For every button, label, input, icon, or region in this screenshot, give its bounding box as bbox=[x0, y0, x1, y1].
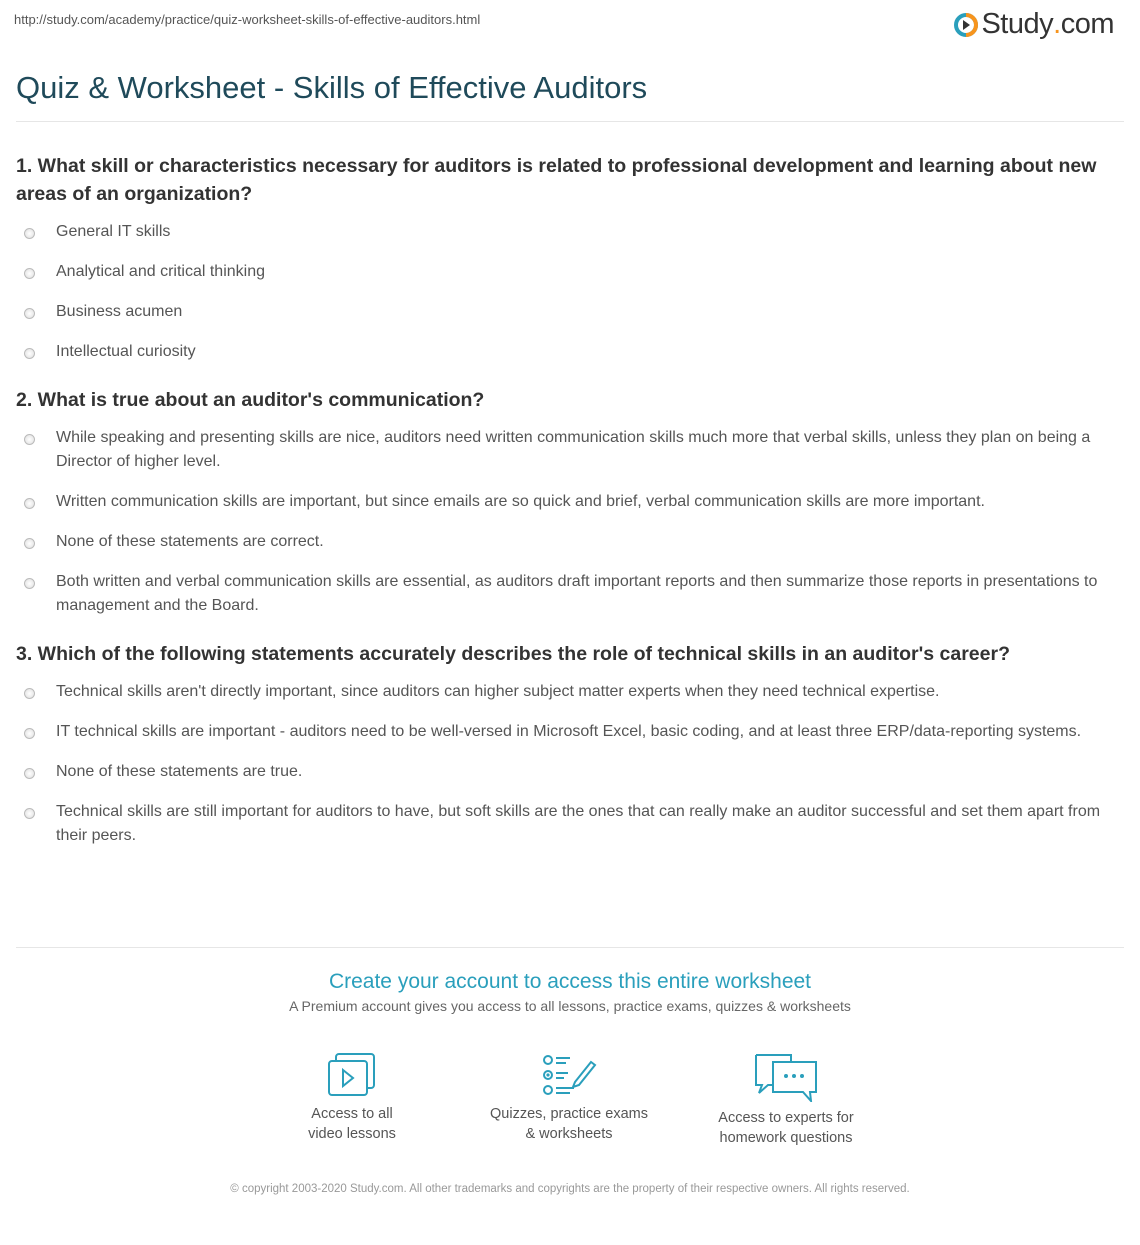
feature-label: Access to all bbox=[311, 1106, 393, 1122]
answer-option[interactable] bbox=[16, 340, 1126, 364]
radio-button[interactable] bbox=[24, 808, 35, 819]
page-url: http://study.com/academy/practice/quiz-worksheet-skills-of-effective-auditors.html bbox=[14, 12, 481, 27]
radio-button[interactable] bbox=[24, 308, 35, 319]
play-logo-icon bbox=[954, 13, 978, 37]
answer-option[interactable] bbox=[16, 760, 1126, 784]
answer-label: IT technical skills are important - auditors need to be well-versed in Microsoft Excel, basic coding, and at least three ERP/data-reporting systems. bbox=[56, 723, 1082, 740]
quiz-questions bbox=[16, 152, 1126, 870]
radio-button[interactable] bbox=[24, 538, 35, 549]
answer-label: Intellectual curiosity bbox=[56, 343, 196, 360]
logo-dot: . bbox=[1053, 8, 1061, 40]
feature-label: & worksheets bbox=[525, 1126, 613, 1142]
logo-com: com bbox=[1060, 8, 1114, 40]
divider bbox=[16, 947, 1124, 948]
answer-option[interactable] bbox=[16, 800, 1126, 848]
answer-label: General IT skills bbox=[56, 223, 171, 240]
radio-button[interactable] bbox=[24, 348, 35, 359]
answer-option[interactable] bbox=[16, 426, 1126, 474]
answer-option[interactable] bbox=[16, 260, 1126, 284]
create-account-link[interactable]: Create your account to access this entire worksheet bbox=[328, 970, 812, 993]
answer-label: None of these statements are true. bbox=[56, 763, 303, 780]
radio-button[interactable] bbox=[24, 578, 35, 589]
video-lessons-icon bbox=[326, 1052, 378, 1098]
radio-button[interactable] bbox=[24, 688, 35, 699]
answer-options bbox=[16, 426, 1126, 618]
radio-button[interactable] bbox=[24, 268, 35, 279]
feature-label: video lessons bbox=[308, 1126, 396, 1142]
answer-option[interactable] bbox=[16, 680, 1126, 704]
answer-label: While speaking and presenting skills are nice, auditors need written communication skills much more that verbal skills, unless they plan on being a Director of higher level. bbox=[56, 429, 1091, 470]
answer-option[interactable] bbox=[16, 720, 1126, 744]
answer-option[interactable] bbox=[16, 220, 1126, 244]
question-text: 3. Which of the following statements accurately describes the role of technical skills in an auditor's career? bbox=[16, 643, 1010, 665]
radio-button[interactable] bbox=[24, 728, 35, 739]
radio-button[interactable] bbox=[24, 498, 35, 509]
radio-button[interactable] bbox=[24, 228, 35, 239]
answer-label: Analytical and critical thinking bbox=[56, 263, 265, 280]
answer-label: None of these statements are correct. bbox=[56, 533, 324, 550]
answer-option[interactable] bbox=[16, 490, 1126, 514]
answer-options bbox=[16, 220, 1126, 364]
answer-option[interactable] bbox=[16, 300, 1126, 324]
cta-section bbox=[0, 970, 1140, 1014]
answer-label: Written communication skills are important, but since emails are so quick and brief, verbal communication skills are more important. bbox=[56, 493, 985, 510]
question-text: 1. What skill or characteristics necessary for auditors is related to professional development and learning about new areas of an organization? bbox=[16, 155, 1097, 205]
answer-option[interactable] bbox=[16, 570, 1126, 618]
page-title: Quiz & Worksheet - Skills of Effective Auditors bbox=[16, 70, 648, 105]
study-logo[interactable] bbox=[954, 8, 1114, 41]
answer-options bbox=[16, 680, 1126, 848]
answer-label: Business acumen bbox=[56, 303, 183, 320]
feature-label: Access to experts for bbox=[718, 1110, 854, 1126]
feature-experts bbox=[686, 1052, 886, 1148]
question-text: 2. What is true about an auditor's communication? bbox=[16, 389, 485, 411]
chat-experts-icon bbox=[754, 1052, 818, 1102]
answer-label: Technical skills are still important for auditors to have, but soft skills are the ones that can really make an auditor successful and set them apart from their peers. bbox=[56, 803, 1101, 844]
feature-quizzes bbox=[469, 1052, 669, 1144]
answer-option[interactable] bbox=[16, 530, 1126, 554]
logo-text: Study bbox=[981, 8, 1054, 40]
feature-label: homework questions bbox=[719, 1130, 853, 1146]
radio-button[interactable] bbox=[24, 434, 35, 445]
feature-video bbox=[252, 1052, 452, 1144]
answer-label: Technical skills aren't directly important, since auditors can higher subject matter experts when they need technical expertise. bbox=[56, 683, 940, 700]
cta-subtitle: A Premium account gives you access to all lessons, practice exams, quizzes & worksheets bbox=[289, 998, 851, 1014]
radio-button[interactable] bbox=[24, 768, 35, 779]
divider bbox=[16, 121, 1124, 122]
copyright: © copyright 2003-2020 Study.com. All other trademarks and copyrights are the property of their respective owners. All rights reserved. bbox=[230, 1183, 910, 1195]
feature-label: Quizzes, practice exams bbox=[490, 1106, 648, 1122]
answer-label: Both written and verbal communication skills are essential, as auditors draft important reports and then summarize those reports in presentations to management and the Board. bbox=[56, 573, 1098, 614]
quiz-checklist-icon bbox=[541, 1052, 597, 1098]
